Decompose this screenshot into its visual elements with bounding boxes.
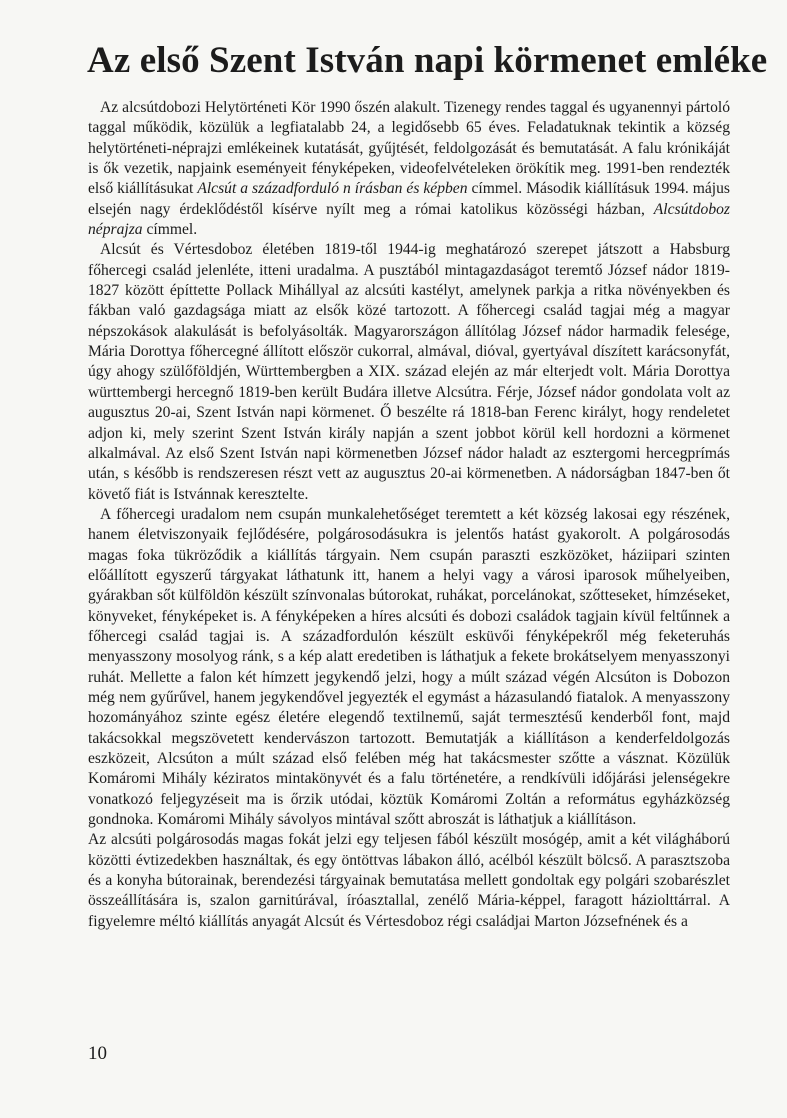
exhibition-title-2: Alcsútdoboz néprajza <box>88 200 730 239</box>
paragraph-3: A főhercegi uradalom nem csupán munkalehetőséget teremtett a két község lakosai egy részének, hanem életviszonyaik fejlődésére, polgárosodásukra is jelentős hatást gyakorolt. A polgárosodás magas foka tükröződik a kiállítás tárgyain. Nem csupán paraszti eszközöket, háziipari szinten előállított egyszerű tárgyakat láthatunk itt, hanem a helyi vagy a városi iparosok műhelyeiben, gyárakban sőt külföldön készült színvonalas bútorokat, ruhákat, porcelánokat, szőtteseket, hímzéseket, könyveket, fényképeket is. A fényképeken a híres alcsúti és dobozi családok tagjain kívül feltűnnek a főhercegi család tagjai is. A századfordulón készült esküvői fényképekről még feketeruhás menyasszony mosolyog ránk, s a kép alatt eredetiben is láthatjuk a fekete brokátselyem menyasszonyi ruhát. Mellette a falon két hímzett jegykendő jelzi, hogy a múlt század végén Alcsúton is Dobozon még nem gyűrűvel, hanem jegykendővel jegyezték el egymást a házasulandó fiatalok. A menyasszony hozományához szinte egész életére elegendő textilnemű, saját termesztésű kenderből font, majd takácsokkal megszövetett kendervászon tartozott. Bemutatják a kiállításon a kenderfeldolgozás eszközeit, Alcsúton a múlt század első felében még hat takácsmester szőtte a vásznat. Közülük Komáromi Mihály kéziratos mintakönyvét és a falu történetére, a rendkívüli időjárási jelenségekre vonatkozó feljegyzéseit ma is őrzik utódai, köztük Komáromi Zoltán a református egyházközség gondnoka. Komáromi Mihály sávolyos mintával szőtt abroszát is láthatjuk a kiállításon. <box>88 505 730 829</box>
article-body <box>88 98 730 932</box>
paragraph-4: Az alcsúti polgárosodás magas fokát jelzi egy teljesen fából készült mosógép, amit a két világháború közötti évtizedekben használtak, és egy öntöttvas lábakon álló, acélból készült bölcső. A parasztszoba és a konyha bútorainak, berendezési tárgyainak bemutatása mellett gondoltak egy polgári szobarészlet összeállítására is, szalon garnitúrával, íróasztallal, zenélő Mária-képpel, faragott háziolttárral. A figyelemre méltó kiállítás anyagát Alcsút és Vértesdoboz régi családjai Marton Józsefnének és a <box>88 831 730 930</box>
exhibition-title-1: Alcsút a századforduló n írásban és képben <box>197 180 468 198</box>
paragraph-1-text-a: Az alcsútdobozi Helytörténeti Kör 1990 őszén alakult. Tizenegy rendes taggal és ugyanennyi pártoló taggal működik, közülük a legfiatalabb 24, a legidősebb 65 éves. Feladatuknak tekintik a község helytörténeti-néprajzi emlékeinek kutatását, gyűjtését, feldolgozását és bemutatását. A falu krónikáját is ők vezetik, napjaink eseményeit fényképeken, videofelvételeken örökítik meg. 1991-ben rendezték első kiállításukat <box>88 99 730 198</box>
paragraph-1-text-e: címmel. <box>142 221 198 239</box>
paragraph-1 <box>88 98 730 240</box>
article-title: Az első Szent István napi körmenet emléke <box>87 40 768 81</box>
page-number: 10 <box>88 1043 107 1064</box>
paragraph-1-text-c: címmel. Második kiállításuk 1994. május elsején nagy érdeklődéstől kísérve nyílt meg a római katolikus közösségi házban, <box>88 180 730 218</box>
paragraph-2: Alcsút és Vértesdoboz életében 1819-től 1944-ig meghatározó szerepet játszott a Habsburg főhercegi család jelenléte, itteni uradalma. A pusztából mintagazdaságot teremtő József nádor 1819-1827 között építtette Pollack Mihállyal az alcsúti kastélyt, amelynek parkja a ritka növényekben és fákban való gazdagsága miatt az elsők közé tartozott. A főhercegi család tagjai még a magyar népszokások alakulását is befolyásolták. Magyarországon állítólag József nádor harmadik felesége, Mária Dorottya főhercegné állított először cukorral, almával, dióval, gyertyával díszített karácsonyfát, úgy ahogy szülőföldjén, Württembergben a XIX. század elején az már elterjedt volt. Mária Dorottya württembergi hercegnő 1819-ben került Budára illetve Alcsútra. Férje, József nádor gondolata volt az augusztus 20-ai, Szent István napi körmenet. Ő beszélte rá 1818-ban Ferenc királyt, hogy rendeletet adjon ki, mely szerint Szent István király napján a szent jobbot körül kell hordozni a körmenet alkalmával. Az első Szent István napi körmenetben József nádor haladt az esztergomi hercegprímás után, s később is rendszeresen részt vett az augusztus 20-ai körmenetben. A nádorságban 1847-ben őt követő fiát is Istvánnak keresztelte. <box>88 241 730 503</box>
